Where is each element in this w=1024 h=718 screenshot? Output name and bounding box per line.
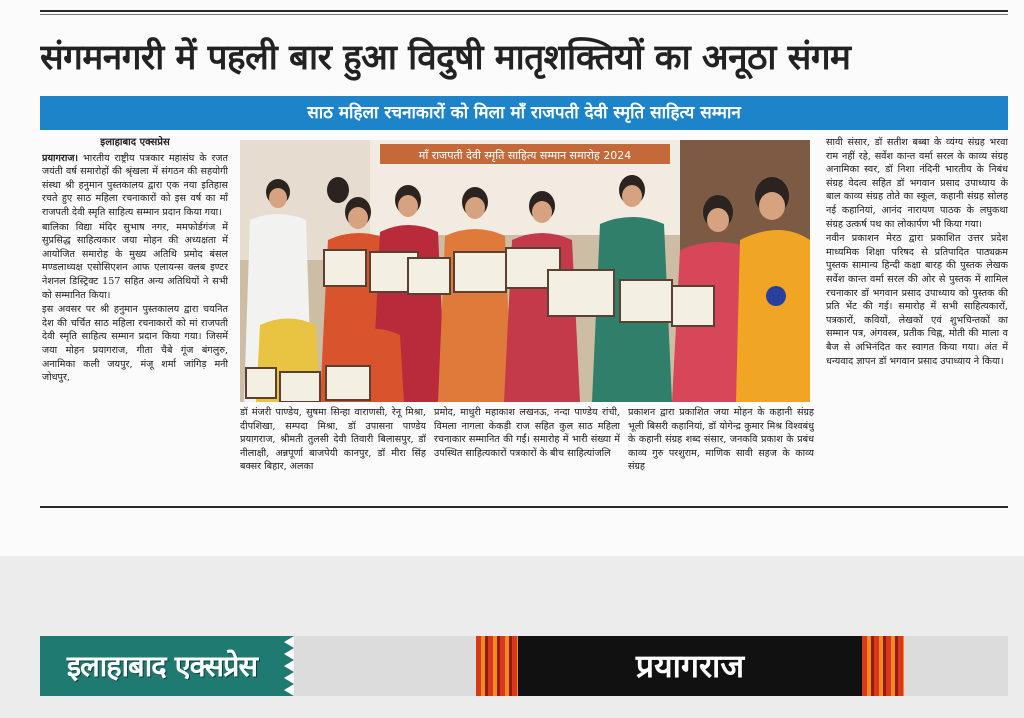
stripe-decoration-right [862, 636, 904, 696]
article-paragraph: इस अवसर पर श्री हनुमान पुस्तकालय द्वारा चयनित देश की चर्चित साठ महिला रचनाकारों को मां राजपती देवी स्मृति साहित्य सम्मान प्रदान किया गया। जिसमें जया मोहन प्रयागराज, गीता चैबे गूंज बंगलुरु, अनामिका कली जयपुर, मंजू शर्मा जांगिड़ मनी जोधपुर, [42, 304, 228, 384]
article-paragraph: भारतीय राष्ट्रीय पत्रकार महासंघ के रजत जयंती वर्ष समारोहों की श्रृंखला में संगठन की सहयोगी संस्था श्री हनुमान पुस्तकालय द्वारा एक नया इतिहास रचते हुए साठ महिला रचनाकारों को इस वर्ष का माँ राजपती देवी स्मृति साहित्य सम्मान प्रदान किया गया। [42, 152, 228, 218]
article-column-2: डॉ मंजरी पाण्डेय, सुषमा सिन्हा वाराणसी, रेनू मिश्रा, दीपशिखा, सम्पदा मिश्रा, डॉ उपासना पाण्डेय प्रयागराज, श्रीमती तुलसी देवी तिवारी बिलासपुर, डॉ नीलाक्षी, अन्नपूर्णा बाजपेयी कानपुर, डॉ मीरा सिंह बक्सर बिहार, अलका [240, 407, 426, 473]
article-credit: इलाहाबाद एक्सप्रेस [100, 137, 170, 148]
article-paragraph: नवीन प्रकाशन मेरठ द्वारा प्रकाशित उत्तर प्रदेश माध्यमिक शिक्षा परिषद से प्रतिपादित पाठ्यक्रम पुस्तक सामान्य हिन्दी कक्षा बारह की पुस्तक लेखक सर्वेश कान्त वर्मा सरल की ओर से पुस्तक में शामिल रचनाकार डॉ भगवान प्रसाद उपाध्याय को पुस्तक की प्रति भेंट की गई। समारोह में सभी साहित्यकारों, पत्रकारों, कवियों, लेखकों एवं शुभचिन्तकों का सम्मान पत्र, अंगवस्त्र, प्रतीक चिह्न, मोती की माला व बैज से अभिनंदित कर स्वागत किया गया। अंत में धन्यवाद ज्ञापन डॉ भगवान प्रसाद उपाध्याय ने किया। [826, 233, 1008, 367]
city-banner [476, 636, 904, 696]
article-dateline: प्रयागराज। [42, 152, 79, 164]
bottom-rule [40, 506, 1008, 508]
article-paragraph: बालिका विद्या मंदिर सुभाष नगर, ममफोर्डगंज में सुप्रसिद्ध साहित्यकार जया मोहन की अध्यक्षता में आयोजित समारोह के मुख्य अतिथि प्रमोद बंसल मण्डलाध्यक्ष एसोसिएशन आफ एलायन्स क्लब इण्टर नेशनल डिस्ट्रिक्ट 157 सहित अन्य अतिथियों ने सभी को सम्मानित किया। [42, 221, 228, 301]
article-column-3: प्रमोद, माधुरी महाकाश लखनऊ, नन्दा पाण्डेय रांची, विमला नागला केकड़ी राज सहित कुल साठ महिला रचनाकार सम्मानित की गईं। समारोह में भारी संख्या में उपस्थित साहित्यकारों पत्रकारों के बीच साहित्यांजलि [434, 407, 620, 459]
stripe-decoration-left [476, 636, 518, 696]
event-photo [240, 140, 810, 402]
newspaper-logo-text: इलाहाबाद एक्सप्रेस [66, 649, 258, 683]
article-column-4: प्रकाशन द्वारा प्रकाशित जया मोहन के कहानी संग्रह भूली बिसरी कहानियां, डॉ योगेन्द्र कुमार मिश्र विश्वबंधु के कहानी संग्रह शब्द संसार, जनकवि प्रकाश के प्रबंध काव्य गुरु परशुराम, माणिक सावी सहज के काव्य संग्रह [628, 407, 814, 473]
top-rule [40, 10, 1008, 12]
article-paragraph: सावी संसार, डॉ सतीश बब्बा के व्यंग्य संग्रह भरवा राम नहीं रहे, सर्वेश कान्त वर्मा सरल के काव्य संग्रह अनामिका स्वर, डॉ निशा नंदिनी भारतीय के निबंध संग्रह वेदत्व सहित डॉ भगवान प्रसाद उपाध्याय के बाल काव्य संग्रह तोते का स्कूल, कहानी संग्रह सोलह नई कहानियां, आनंद नारायण पाठक के लघुकथा संग्रह उत्कर्ष पथ का लोकार्पण भी किया गया। [826, 137, 1008, 230]
logo-notch-decoration [284, 636, 294, 696]
article-headline: संगमनगरी में पहली बार हुआ विदुषी मातृशक्तियों का अनूठा संगम [40, 37, 851, 78]
photo-banner-text: माँ राजपती देवी स्मृति साहित्य सम्मान समारोह 2024 [418, 149, 632, 162]
city-name: प्रयागराज [635, 647, 745, 685]
newspaper-logo [40, 636, 294, 696]
article-column-1 [42, 136, 228, 486]
top-rule-thin [40, 14, 1008, 15]
article-column-5 [826, 136, 1008, 486]
article-subheadline: साठ महिला रचनाकारों को मिला माँ राजपती देवी स्मृति साहित्य सम्मान [40, 96, 1008, 130]
